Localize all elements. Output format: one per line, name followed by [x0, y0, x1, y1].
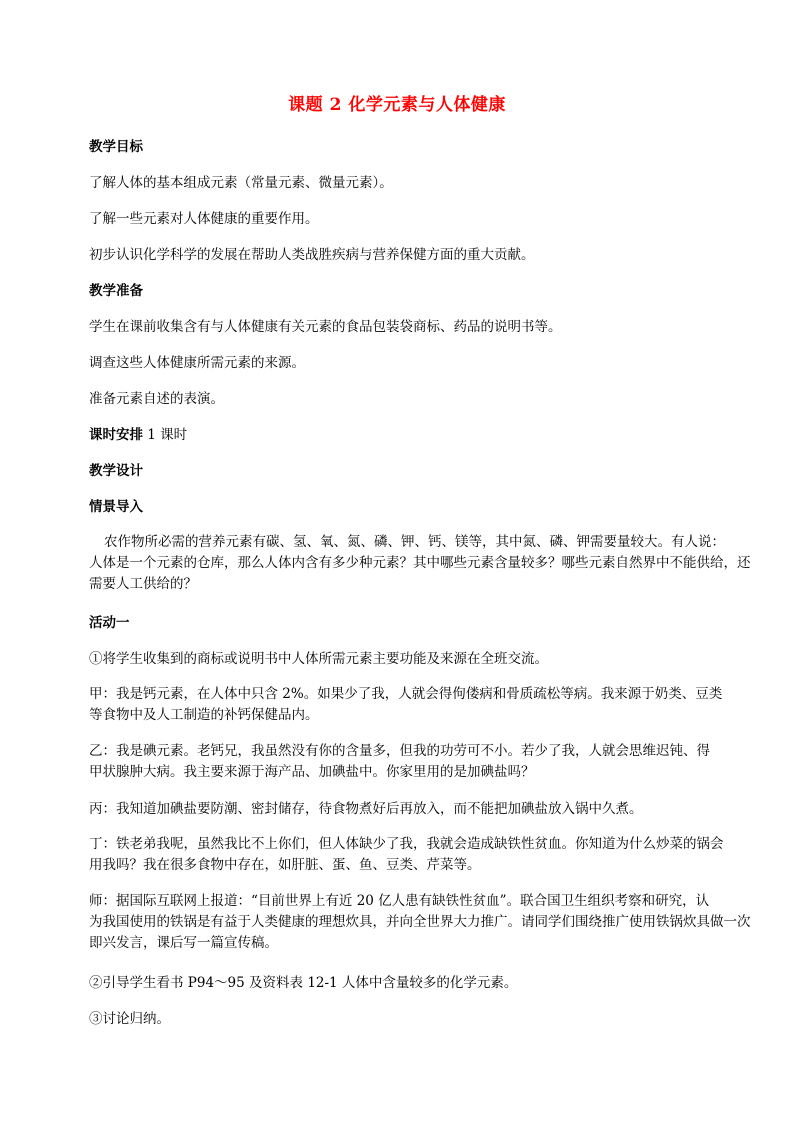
- prep-heading: 教学准备: [89, 283, 143, 299]
- calcium-line: 甲：我是钙元素，在人体中只含 2%。如果少了我，人就会得佝偻病和骨质疏松等病。我来源于奶类、豆类: [89, 686, 723, 702]
- step-1: ①将学生收集到的商标或说明书中人体所需元素主要功能及来源在全班交流。: [89, 651, 548, 667]
- page-title: 课题 2 化学元素与人体健康: [288, 95, 506, 115]
- intro-paragraph: [89, 532, 751, 595]
- design-heading: 教学设计: [89, 463, 143, 479]
- salt-line: 丙：我知道加碘盐要防潮、密封储存，待食物煮好后再放入，而不能把加碘盐放入锅中久煮。: [89, 801, 643, 817]
- calcium-paragraph: [89, 684, 741, 726]
- schedule-line: [89, 425, 739, 445]
- activity-heading: 活动一: [89, 615, 130, 631]
- teacher-paragraph: [89, 891, 751, 954]
- goal-item: 初步认识化学科学的发展在帮助人类战胜疾病与营养保健方面的重大贡献。: [89, 247, 535, 263]
- calcium-line: 等食物中及人工制造的补钙保健品内。: [89, 707, 319, 723]
- intro-line: 农作物所必需的营养元素有碳、氢、氧、氮、磷、钾、钙、镁等，其中氮、磷、钾需要量较大。有人说：: [104, 534, 725, 550]
- iron-paragraph: [89, 834, 741, 876]
- iron-line: 丁：铁老弟我呢，虽然我比不上你们，但人体缺少了我，我就会造成缺铁性贫血。你知道为什么炒菜的锅会: [89, 836, 724, 852]
- goal-item: 了解一些元素对人体健康的重要作用。: [89, 211, 319, 227]
- iodine-line: 乙：我是碘元素。老钙兄，我虽然没有你的含量多，但我的功劳可不小。若少了我，人就会思维迟钝、得: [89, 743, 710, 759]
- prep-item: 调查这些人体健康所需元素的来源。: [89, 355, 305, 371]
- intro-line: 人体是一个元素的仓库，那么人体内含有多少种元素？其中哪些元素含量较多？哪些元素自然界中不能供给，还: [89, 555, 751, 571]
- prep-item: 学生在课前收集含有与人体健康有关元素的食品包装袋商标、药品的说明书等。: [89, 319, 562, 335]
- teacher-line: 即兴发言，课后写一篇宣传稿。: [89, 935, 278, 951]
- goals-heading: 教学目标: [89, 139, 143, 155]
- step-3: ③讨论归纳。: [89, 1011, 170, 1027]
- iodine-paragraph: [89, 741, 741, 783]
- teacher-line: 师：据国际互联网上报道：“目前世界上有近 20 亿人患有缺铁性贫血”。联合国卫生组织考察和研究，认: [89, 893, 710, 909]
- intro-heading: 情景导入: [89, 499, 143, 515]
- iron-line: 用我吗？我在很多食物中存在，如肝脏、蛋、鱼、豆类、芹菜等。: [89, 857, 481, 873]
- teacher-line: 为我国使用的铁锅是有益于人类健康的理想炊具，并向全世界大力推广。请同学们围绕推广使用铁锅炊具做一次: [89, 914, 751, 930]
- schedule-label: 课时安排: [89, 427, 143, 443]
- iodine-line: 甲状腺肿大病。我主要来源于海产品、加碘盐中。你家里用的是加碘盐吗？: [89, 764, 535, 780]
- step-2: ②引导学生看书 P94～95 及资料表 12-1 人体中含量较多的化学元素。: [89, 975, 518, 991]
- prep-item: 准备元素自述的表演。: [89, 391, 224, 407]
- goal-item: 了解人体的基本组成元素（常量元素、微量元素）。: [89, 175, 393, 191]
- intro-line: 需要人工供给的？: [89, 576, 197, 592]
- schedule-value: 1 课时: [143, 427, 188, 443]
